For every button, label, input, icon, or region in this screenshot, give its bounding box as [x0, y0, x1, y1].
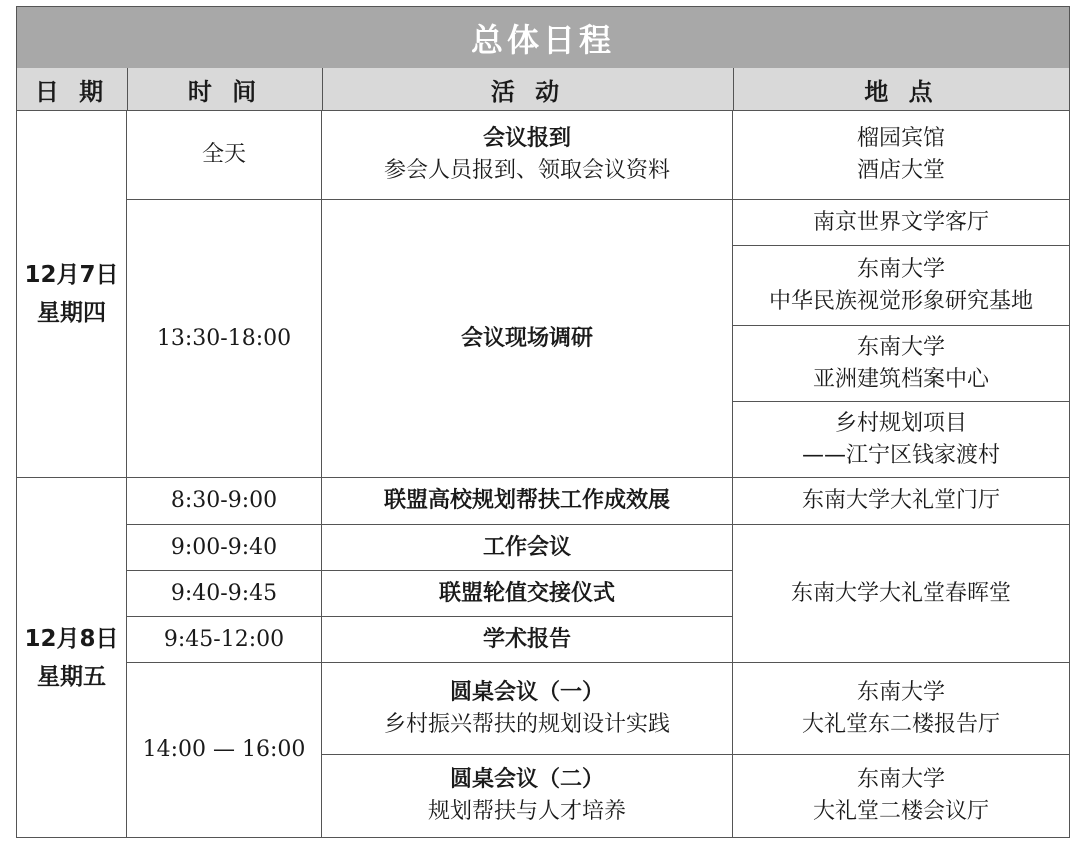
activity-cell	[322, 755, 733, 838]
schedule-title: 总体日程	[16, 6, 1070, 69]
activity-cell	[322, 478, 733, 525]
date-text: 12月7日	[24, 261, 119, 288]
time-text: 9:40-9:45	[170, 580, 278, 606]
location-line: 南京世界文学客厅	[812, 209, 989, 235]
schedule-grid	[16, 110, 1070, 838]
header-date: 日 期	[17, 68, 128, 110]
time-cell	[127, 617, 322, 663]
location-line: 中华民族视觉形象研究基地	[768, 288, 1033, 314]
location-line: 东南大学大礼堂春晖堂	[790, 580, 1011, 606]
activity-detail: 乡村振兴帮扶的规划设计实践	[383, 711, 670, 737]
time-text: 9:00-9:40	[170, 534, 278, 560]
date-cell-day1	[16, 110, 127, 478]
location-line: 大礼堂二楼会议厅	[812, 799, 989, 824]
time-cell	[127, 478, 322, 525]
schedule-sheet	[16, 6, 1070, 836]
activity-title: 工作会议	[482, 534, 571, 560]
time-cell	[127, 110, 322, 200]
location-line: 东南大学	[856, 767, 945, 792]
location-line: 东南大学大礼堂门厅	[801, 488, 1000, 513]
location-line: 东南大学	[856, 334, 945, 360]
time-text: 9:45-12:00	[163, 626, 285, 652]
location-cell	[733, 755, 1070, 838]
location-cell-merged	[733, 525, 1070, 663]
date-cell-day2	[16, 478, 127, 838]
header-row	[16, 68, 1070, 111]
time-text: 14:00 — 16:00	[142, 737, 306, 762]
time-text: 13:30-18:00	[156, 325, 292, 351]
location-line: 乡村规划项目	[834, 410, 967, 436]
activity-title: 圆桌会议（一）	[449, 679, 604, 705]
header-time: 时 间	[128, 68, 323, 110]
time-cell	[127, 571, 322, 617]
time-text: 全天	[201, 141, 246, 167]
location-line: 东南大学	[856, 679, 945, 705]
location-cell	[733, 200, 1070, 246]
location-cell	[733, 326, 1070, 402]
time-cell	[127, 663, 322, 838]
header-location: 地 点	[864, 77, 939, 106]
activity-cell	[322, 617, 733, 663]
location-line: ——江宁区钱家渡村	[801, 442, 1000, 468]
weekday-text: 星期四	[37, 299, 106, 326]
date-text: 12月8日	[24, 625, 119, 652]
activity-detail: 参会人员报到、领取会议资料	[383, 157, 670, 183]
location-line: 榴园宾馆	[856, 125, 945, 151]
activity-cell	[322, 110, 733, 200]
activity-cell	[322, 663, 733, 755]
location-cell	[733, 246, 1070, 326]
activity-cell	[322, 525, 733, 571]
activity-detail: 规划帮扶与人才培养	[427, 799, 626, 824]
activity-cell	[322, 200, 733, 478]
weekday-text: 星期五	[37, 663, 106, 690]
activity-title: 学术报告	[482, 626, 571, 652]
activity-title: 圆桌会议（二）	[449, 767, 604, 792]
activity-title: 会议报到	[482, 125, 571, 151]
activity-cell	[322, 571, 733, 617]
time-cell	[127, 525, 322, 571]
header-activity: 活 动	[323, 68, 734, 110]
activity-title: 会议现场调研	[460, 325, 593, 351]
location-cell	[733, 478, 1070, 525]
activity-title: 联盟高校规划帮扶工作成效展	[383, 488, 670, 513]
time-text: 8:30-9:00	[170, 488, 278, 513]
location-cell	[733, 663, 1070, 755]
activity-title: 联盟轮值交接仪式	[438, 580, 615, 606]
location-line: 东南大学	[856, 256, 945, 282]
location-cell	[733, 110, 1070, 200]
location-cell	[733, 402, 1070, 478]
location-line: 酒店大堂	[856, 157, 945, 183]
location-line: 大礼堂东二楼报告厅	[801, 711, 1000, 737]
time-cell	[127, 200, 322, 478]
location-line: 亚洲建筑档案中心	[812, 366, 989, 392]
